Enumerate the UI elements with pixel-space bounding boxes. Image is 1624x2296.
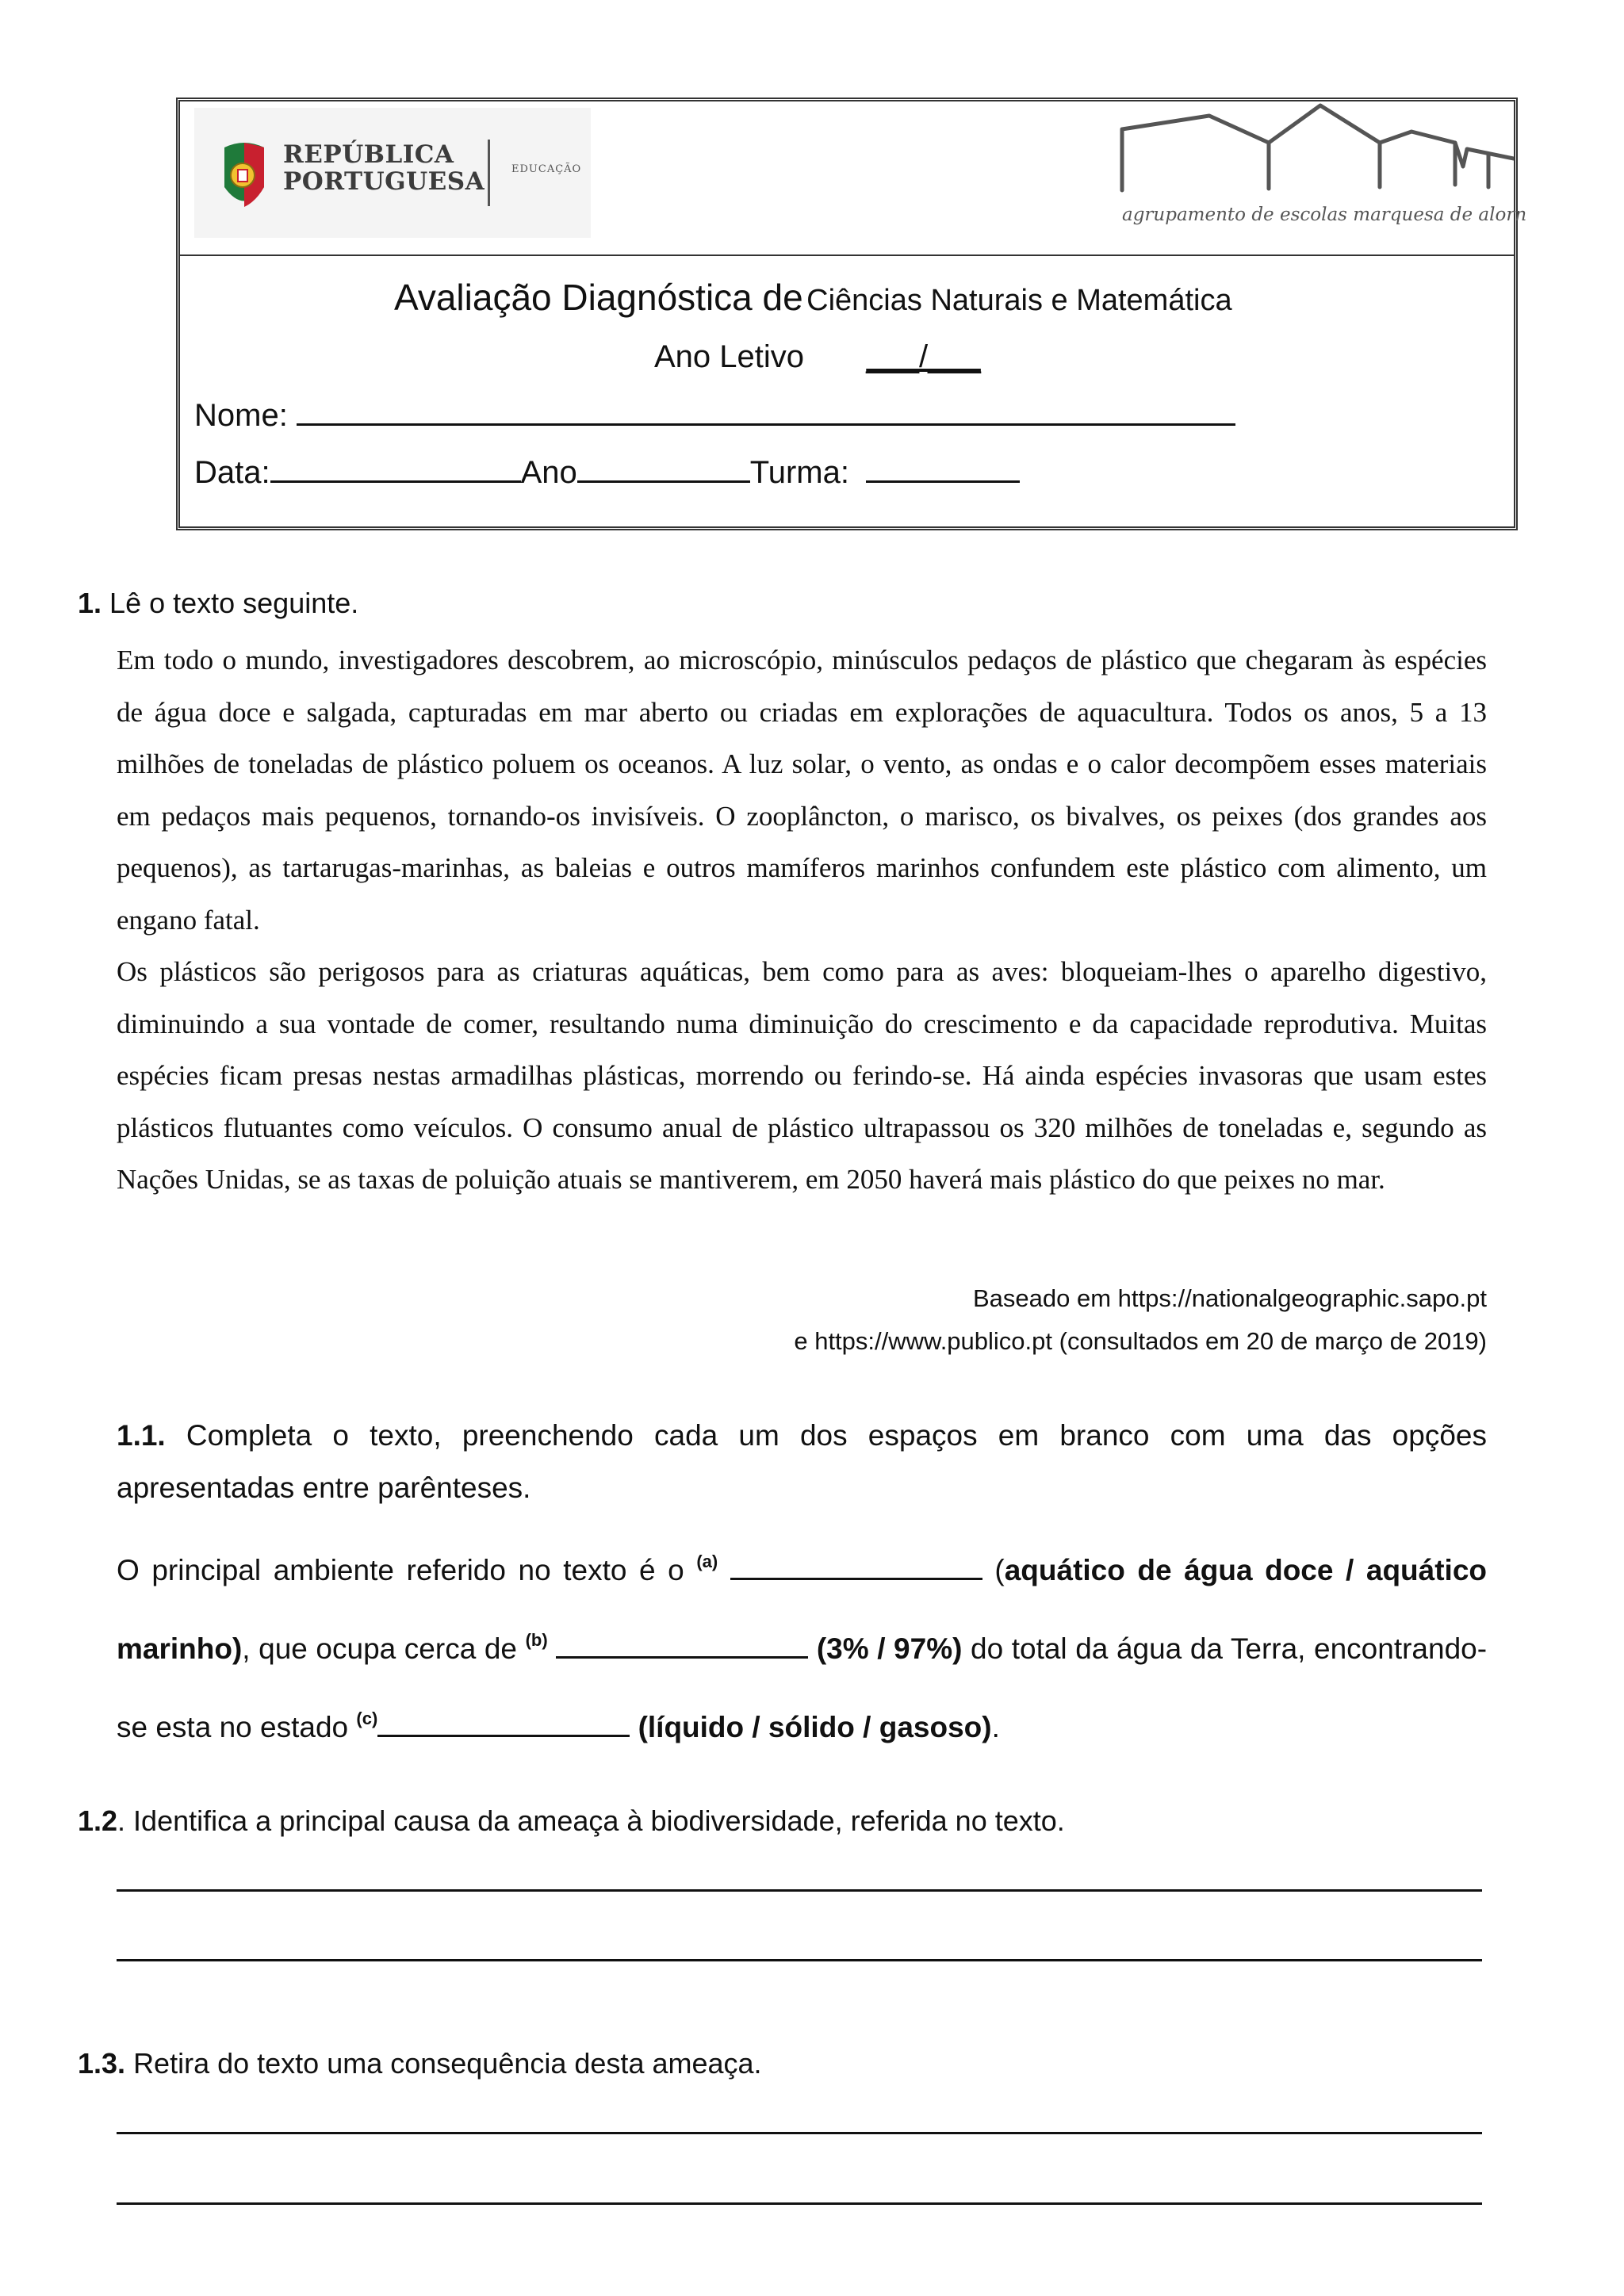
school-year: Ano Letivo ___/___ [654,339,981,374]
question-1-1-fill-text: O principal ambiente referido no texto é o $^{(a)}$ (aquático de água doce / aquático marinho), que ocupa cerca de $^{(b)}$ (3% / 97%) do total da água da Terra, encontrando-se esta no estado $^{(c)}$ (líquido / sólido / gasoso). [117,1552,1488,1743]
school-logo [1114,101,1527,244]
grade-field[interactable] [577,450,750,483]
name-field[interactable] [297,393,1235,426]
question-1-2-heading: 1.2. Identifica a principal causa da ameaça à biodiversidade, referida no texto. [78,1804,1065,1837]
blank-a[interactable] [730,1554,982,1580]
answer-line-1-2-a[interactable] [117,1889,1482,1892]
name-row: Nome: [194,393,1235,434]
source-line-1: Baseado em https://nationalgeographic.sapo.pt [972,1284,1487,1312]
answer-line-1-3-b[interactable] [117,2202,1482,2205]
gov-logo-dept: EDUCAÇÃO [511,163,582,175]
date-row: Data: Ano Turma: [194,450,1020,491]
logo-divider [488,140,490,206]
question-1-3-heading: 1.3. Retira do texto uma consequência desta ameaça. [78,2047,762,2080]
reading-paragraph-1: Em todo o mundo, investigadores descobrem, ao microscópio, minúsculos pedaços de plástico que chegaram às espécies de água doce e salgada, capturadas em mar aberto ou criadas em explorações de aquacultura. Todos os anos, 5 a 13 milhões de toneladas de plástico poluem os oceanos. A luz solar, o vento, as ondas e o calor decompõem esses materiais em pedaços mais pequenos, tornando-os invisíveis. O zooplâncton, o marisco, os bivalves, os peixes (dos grandes aos pequenos), as tartarugas-marinhas, as baleias e outros mamíferos marinhos confundem este plástico com alimento, um engano fatal. [117,645,1487,936]
header-box [176,98,1527,530]
source-line-2: e https://www.publico.pt (consultados em 20 de março de 2019) [794,1327,1487,1355]
answer-line-1-2-b[interactable] [117,1959,1482,1961]
header-divider [180,254,1514,256]
test-title: Avaliação Diagnóstica de Ciências Naturais e Matemática [394,277,1232,318]
republica-portuguesa-logo [194,108,591,238]
school-name: agrupamento de escolas marquesa de alorn [1122,205,1527,225]
question-1-heading: 1. Lê o texto seguinte. [78,587,359,619]
gov-logo-text: REPÚBLICA PORTUGUESA [283,140,485,196]
blank-c[interactable] [377,1711,630,1737]
date-field[interactable] [270,450,521,483]
answer-line-1-3-a[interactable] [117,2132,1482,2134]
blank-b[interactable] [556,1632,808,1659]
school-roofline-icon [1114,101,1514,205]
portugal-flag-icon [216,140,272,211]
reading-paragraph-2: Os plásticos são perigosos para as criaturas aquáticas, bem como para as aves: bloqueiam-lhes o aparelho digestivo, diminuindo a sua vontade de comer, resultando numa diminuição do crescimento e da capacidade reprodutiva. Muitas espécies ficam presas nestas armadilhas plásticas, morrendo ou ferindo-se. Há ainda espécies invasoras que usam estes plásticos flutuantes como veículos. O consumo anual de plástico ultrapassou os 320 milhões de toneladas e, segundo as Nações Unidas, se as taxas de poluição atuais se mantiverem, em 2050 haverá mais plástico do que peixes no mar. [117,956,1487,1195]
question-1-1-instruction: 1.1. Completa o texto, preenchendo cada um dos espaços em branco com uma das opções apresentadas entre parênteses. [117,1419,1487,1504]
class-field[interactable] [866,450,1020,483]
